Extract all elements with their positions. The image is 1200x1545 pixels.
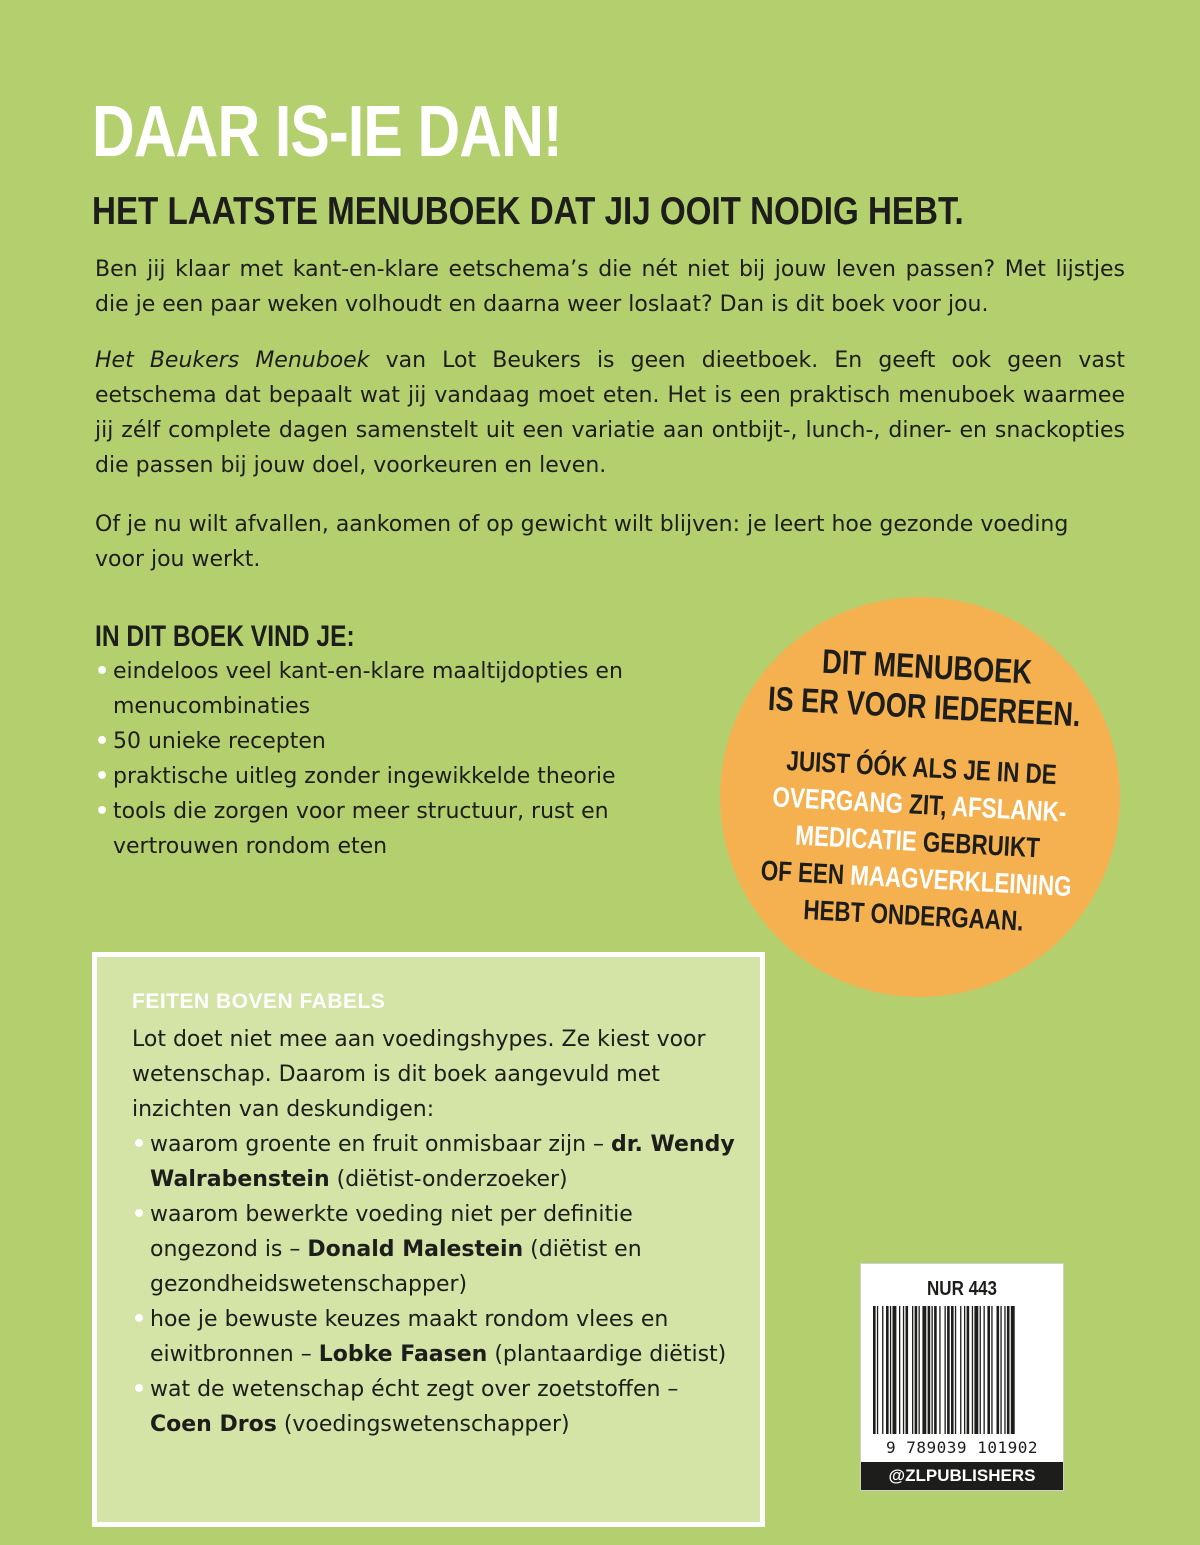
barcode-bar [991, 1306, 992, 1434]
barcode-bar [960, 1306, 961, 1434]
expert-role: (diëtist-onderzoeker) [329, 1167, 568, 1192]
barcode-bar [893, 1306, 897, 1434]
barcode-bar [980, 1306, 981, 1434]
expert-name: dr. Wendy Walrabenstein [150, 1132, 735, 1192]
features-heading: IN DIT BOEK VIND JE: [95, 620, 355, 653]
intro-paragraph-1: Ben jij klaar met kant-en-klare eetschema’s die nét niet bij jouw leven passen? Met lijstjes die je een paar weken volhoudt en daarna weer loslaat? Dan is dit boek voor jou. [95, 257, 1125, 317]
barcode-bar [972, 1306, 973, 1434]
headline: DAAR IS-IE DAN! [92, 92, 562, 172]
barcode-bar [955, 1306, 956, 1434]
facts-box-intro: Lot doet niet mee aan voedingshypes. Ze kiest voor wetenschap. Daarom is dit boek aangevuld met inzichten van deskundigen: [132, 1027, 706, 1122]
barcode-bar [903, 1306, 904, 1434]
badge-text: ZIT, [902, 788, 953, 822]
barcode-bar [877, 1306, 878, 1434]
barcode-bar [945, 1306, 946, 1434]
publisher-handle: @ZLPUBLISHERS [861, 1462, 1063, 1490]
experts-list [132, 1127, 742, 1442]
bullet-icon: • [132, 1377, 147, 1402]
intro-paragraph-3-line-2: voor jou werkt. [95, 547, 261, 572]
list-item [95, 654, 695, 724]
barcode-bar [1011, 1306, 1015, 1434]
barcode-bar [974, 1306, 978, 1434]
barcode-bar [947, 1306, 950, 1434]
list-item [132, 1302, 742, 1372]
bullet-icon: • [132, 1202, 147, 1227]
barcode-bar [890, 1306, 891, 1434]
barcode-bar [932, 1306, 933, 1434]
badge-body-line-1: JUIST ÓÓK ALS JE IN DE [785, 744, 1058, 791]
feature-text: tools die zorgen voor meer structuur, rust en vertrouwen rondom eten [113, 799, 609, 859]
list-item [132, 1197, 742, 1302]
barcode-icon [871, 1306, 1055, 1434]
badge-highlight-overgang: OVERGANG [771, 781, 905, 820]
barcode-bar [882, 1306, 883, 1434]
list-item [132, 1127, 742, 1197]
facts-box [92, 952, 765, 1527]
expert-name: Donald Malestein [307, 1237, 524, 1262]
bullet-icon: • [95, 659, 110, 684]
badge-highlight-medicatie: MEDICATIE [794, 819, 918, 857]
badge-body-line-5: HEBT ONDERGAAN. [803, 894, 1025, 937]
intro-paragraph-2 [95, 343, 1125, 483]
barcode-bar [1007, 1306, 1010, 1434]
nur-code: NUR 443 [927, 1278, 997, 1300]
expert-topic: wat de wetenschap écht zegt over zoetstoffen – [150, 1377, 679, 1402]
facts-box-title: FEITEN BOVEN FABELS [132, 990, 386, 1013]
expert-role: (diëtist en gezondheidswetenschapper) [150, 1237, 642, 1297]
expert-topic: waarom bewerkte voeding niet per definitie ongezond is – [150, 1202, 633, 1262]
barcode-bar [886, 1306, 889, 1434]
expert-role: (plantaardige diëtist) [487, 1342, 727, 1367]
badge-highlight-maagverkleining: MAAGVERKLEINING [849, 859, 1072, 903]
barcode-bar [987, 1306, 990, 1434]
barcode-bar [997, 1306, 1000, 1434]
badge-text: GEBRUIKT [916, 825, 1041, 864]
bullet-icon: • [95, 764, 110, 789]
subheadline: HET LAATSTE MENUBOEK DAT JIJ OOIT NODIG HEBT. [92, 190, 964, 233]
intro-paragraph-2-text: van Lot Beukers is geen dieetboek. En geeft ook geen vast eetschema dat bepaalt wat jij vandaag moet eten. Het is een praktisch menuboek waarmee jij zélf complete dagen samenstelt uit een variatie aan ontbijt-, lunch-, diner- en snackopties die passen bij jouw doel, voorkeuren en leven. [95, 348, 1125, 478]
list-item [95, 724, 695, 759]
barcode-bar [1000, 1306, 1001, 1434]
barcode-bar [906, 1306, 909, 1434]
barcode-bar [928, 1306, 931, 1434]
audience-badge [720, 597, 1120, 997]
badge-text: OF EEN [759, 854, 851, 891]
feature-text: praktische uitleg zonder ingewikkelde theorie [113, 764, 616, 789]
badge-heading-line-1: DIT MENUBOEK [820, 642, 1033, 692]
barcode-bar [934, 1306, 937, 1434]
expert-topic: hoe je bewuste keuzes maakt rondom vlees en eiwitbronnen – [150, 1307, 669, 1367]
expert-topic: waarom groente en fruit onmisbaar zijn – [150, 1132, 612, 1157]
badge-body [713, 739, 1122, 945]
barcode-bar [919, 1306, 920, 1434]
bullet-icon: • [132, 1132, 147, 1157]
list-item [95, 794, 695, 864]
bullet-icon: • [95, 799, 110, 824]
list-item [132, 1372, 742, 1442]
intro-paragraph-3-line-1: Of je nu wilt afvallen, aankomen of op gewicht wilt blijven: je leert hoe gezonde voeding [95, 512, 1069, 537]
list-item [95, 759, 695, 794]
barcode-bar [951, 1306, 954, 1434]
barcode-bar [1004, 1306, 1005, 1434]
barcode-bar [899, 1306, 900, 1434]
barcode-bar [912, 1306, 913, 1434]
barcode-bar [922, 1306, 926, 1434]
badge-highlight-afslank: AFSLANK- [951, 790, 1068, 828]
feature-text: 50 unieke recepten [113, 729, 326, 754]
intro-paragraph-3 [95, 507, 1125, 577]
expert-name: Coen Dros [150, 1412, 277, 1437]
badge-heading [724, 637, 1128, 738]
barcode-bar [967, 1306, 970, 1434]
bullet-icon: • [132, 1307, 147, 1332]
barcode-bar [964, 1306, 965, 1434]
barcode-bar [873, 1306, 876, 1434]
isbn-number: 9 789039 101902 [886, 1438, 1038, 1457]
expert-name: Lobke Faasen [318, 1342, 488, 1367]
badge-heading-line-2: IS ER VOOR IEDEREEN. [767, 679, 1082, 735]
features-list [95, 654, 695, 864]
feature-text: eindeloos veel kant-en-klare maaltijdopties en menucombinaties [113, 659, 623, 719]
bullet-icon: • [95, 729, 110, 754]
barcode-bar [939, 1306, 940, 1434]
barcode-label [860, 1263, 1064, 1491]
barcode-bar [915, 1306, 918, 1434]
book-title: Het Beukers Menuboek [95, 348, 370, 373]
barcode-bar [984, 1306, 985, 1434]
expert-role: (voedingswetenschapper) [276, 1412, 570, 1437]
